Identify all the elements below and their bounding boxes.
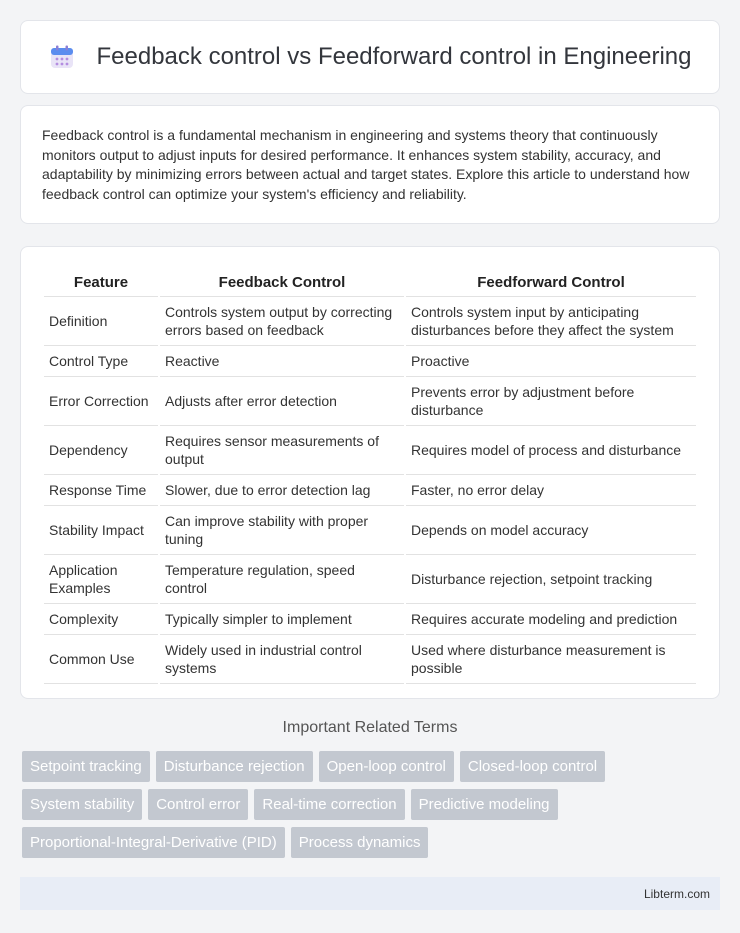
tag-system-stability[interactable]: System stability: [22, 789, 142, 820]
feature-cell: Definition: [44, 297, 158, 346]
tag-setpoint-tracking[interactable]: Setpoint tracking: [22, 751, 150, 782]
footer: [20, 877, 720, 910]
page-title: Feedback control vs Feedforward control in Engineering: [96, 43, 692, 70]
feature-cell: Response Time: [44, 475, 158, 506]
feedforward-cell: Prevents error by adjustment before disturbance: [406, 377, 696, 426]
feedforward-cell: Depends on model accuracy: [406, 506, 696, 555]
table-row: [44, 506, 696, 555]
feedforward-cell: Requires accurate modeling and prediction: [406, 604, 696, 635]
header-feedforward: Feedforward Control: [406, 265, 696, 297]
header-feature: Feature: [44, 265, 158, 297]
feature-cell: Dependency: [44, 426, 158, 475]
feedback-cell: Can improve stability with proper tuning: [160, 506, 404, 555]
tag-disturbance-rejection[interactable]: Disturbance rejection: [156, 751, 313, 782]
table-row: [44, 604, 696, 635]
comparison-table: [42, 265, 698, 684]
feedforward-cell: Proactive: [406, 346, 696, 377]
tag-pid[interactable]: Proportional-Integral-Derivative (PID): [22, 827, 285, 858]
tag-open-loop-control[interactable]: Open-loop control: [319, 751, 454, 782]
feedforward-cell: Faster, no error delay: [406, 475, 696, 506]
header-feedback: Feedback Control: [160, 265, 404, 297]
feedback-cell: Reactive: [160, 346, 404, 377]
intro-text: Feedback control is a fundamental mechanism in engineering and systems theory that continuously monitors output to adjust inputs for desired performance. It enhances system stability, accuracy, and adaptability by minimizing errors between actual and target states. Explore this article to understand how feedback control can optimize your system's efficiency and reliability.: [42, 127, 690, 202]
feature-cell: Complexity: [44, 604, 158, 635]
feature-cell: Error Correction: [44, 377, 158, 426]
table-row: [44, 475, 696, 506]
table-row: [44, 346, 696, 377]
table-header-row: [44, 265, 696, 297]
feature-cell: Control Type: [44, 346, 158, 377]
tag-predictive-modeling[interactable]: Predictive modeling: [411, 789, 558, 820]
calendar-icon: [49, 44, 75, 70]
tag-control-error[interactable]: Control error: [148, 789, 248, 820]
tag-real-time-correction[interactable]: Real-time correction: [254, 789, 404, 820]
related-terms-tags: [22, 751, 718, 865]
feedback-cell: Typically simpler to implement: [160, 604, 404, 635]
tag-process-dynamics[interactable]: Process dynamics: [291, 827, 429, 858]
table-row: [44, 555, 696, 604]
comparison-table-card: [20, 246, 720, 699]
table-row: [44, 377, 696, 426]
related-terms-title: Important Related Terms: [282, 719, 458, 736]
header-card: [20, 20, 720, 94]
table-row: [44, 426, 696, 475]
feedback-cell: Controls system output by correcting errors based on feedback: [160, 297, 404, 346]
table-row: [44, 297, 696, 346]
feedforward-cell: Requires model of process and disturbance: [406, 426, 696, 475]
feedback-cell: Adjusts after error detection: [160, 377, 404, 426]
feature-cell: Common Use: [44, 635, 158, 684]
feature-cell: Stability Impact: [44, 506, 158, 555]
tag-closed-loop-control[interactable]: Closed-loop control: [460, 751, 605, 782]
table-row: [44, 635, 696, 684]
feedback-cell: Requires sensor measurements of output: [160, 426, 404, 475]
feedforward-cell: Controls system input by anticipating disturbances before they affect the system: [406, 297, 696, 346]
feedback-cell: Widely used in industrial control systems: [160, 635, 404, 684]
feature-cell: Application Examples: [44, 555, 158, 604]
footer-brand-link[interactable]: Libterm.com: [643, 886, 710, 901]
feedback-cell: Temperature regulation, speed control: [160, 555, 404, 604]
intro-card: [20, 105, 720, 224]
feedback-cell: Slower, due to error detection lag: [160, 475, 404, 506]
feedforward-cell: Disturbance rejection, setpoint tracking: [406, 555, 696, 604]
feedforward-cell: Used where disturbance measurement is possible: [406, 635, 696, 684]
